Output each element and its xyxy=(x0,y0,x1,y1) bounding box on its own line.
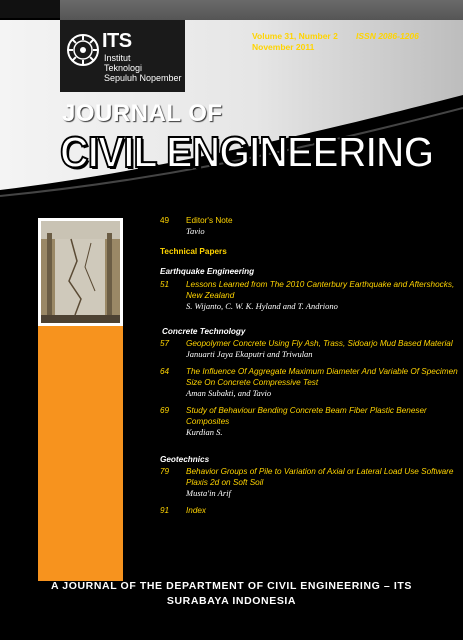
masthead-line-1: JOURNAL OF xyxy=(62,100,223,127)
section-heading-geotechnics: Geotechnics xyxy=(160,455,210,464)
its-seal-icon xyxy=(66,33,100,67)
cover-photo-drawing xyxy=(41,221,120,323)
page-number: 79 xyxy=(160,467,170,476)
issue-date: November 2011 xyxy=(252,42,315,52)
its-logo xyxy=(60,20,185,92)
masthead-line-2: CIVIL ENGINEERING xyxy=(60,128,434,177)
issn: ISSN 2086-1206 xyxy=(356,31,419,41)
footer-line-1: A JOURNAL OF THE DEPARTMENT OF CIVIL ENGINEERING – ITS xyxy=(50,580,413,592)
technical-papers-heading: Technical Papers xyxy=(160,247,227,256)
entry-title: Lessons Learned from The 2010 Canterbury Earthquake and Aftershocks, New Zealand xyxy=(186,280,455,300)
page-number: 57 xyxy=(160,339,170,348)
page-number: 69 xyxy=(160,406,170,415)
volume-number: Volume 31, Number 2 xyxy=(252,31,338,41)
entry-authors: Januarti Jaya Ekaputri and Triwulan xyxy=(186,349,313,359)
its-name: ITS xyxy=(102,30,132,52)
its-line-2: Teknologi xyxy=(104,63,143,73)
entry-title: Index xyxy=(186,506,207,515)
entry-authors: Kurdian S. xyxy=(186,427,223,437)
page-number: 49 xyxy=(160,216,170,225)
page-number: 64 xyxy=(160,367,170,376)
entry-authors: S. Wijanto, C. W. K. Hyland and T. Andriono xyxy=(186,301,338,311)
entry-title: Editor's Note xyxy=(186,216,233,225)
entry-title: Geopolymer Concrete Using Fly Ash, Trass, Sidoarjo Mud Based Material xyxy=(186,339,453,348)
section-heading-earthquake: Earthquake Engineering xyxy=(160,267,255,276)
page-number: 51 xyxy=(160,280,170,289)
footer-line-2: SURABAYA INDONESIA xyxy=(166,595,297,607)
page-number: 91 xyxy=(160,506,170,515)
entry-title: The Influence Of Aggregate Maximum Diameter And Variable Of Specimen Size On Concrete Compressive Test xyxy=(186,367,458,387)
its-line-3: Sepuluh Nopember xyxy=(104,73,182,83)
entry-authors: Aman Subakti, and Tavio xyxy=(186,388,272,398)
entry-author: Tavio xyxy=(186,226,205,236)
its-line-1: Institut xyxy=(104,53,131,63)
cover-photo xyxy=(38,218,123,326)
entry-title: Study of Behaviour Bending Concrete Beam Fiber Plastic Beneser Composites xyxy=(186,406,427,426)
entry-authors: Musta'in Arif xyxy=(186,488,231,498)
entry-title: Behavior Groups of Pile to Variation of Axial or Lateral Load Use Software Plaxis 2d on Soft Soil xyxy=(186,467,454,487)
issue-info xyxy=(252,31,338,53)
section-heading-concrete: Concrete Technology xyxy=(162,327,246,336)
